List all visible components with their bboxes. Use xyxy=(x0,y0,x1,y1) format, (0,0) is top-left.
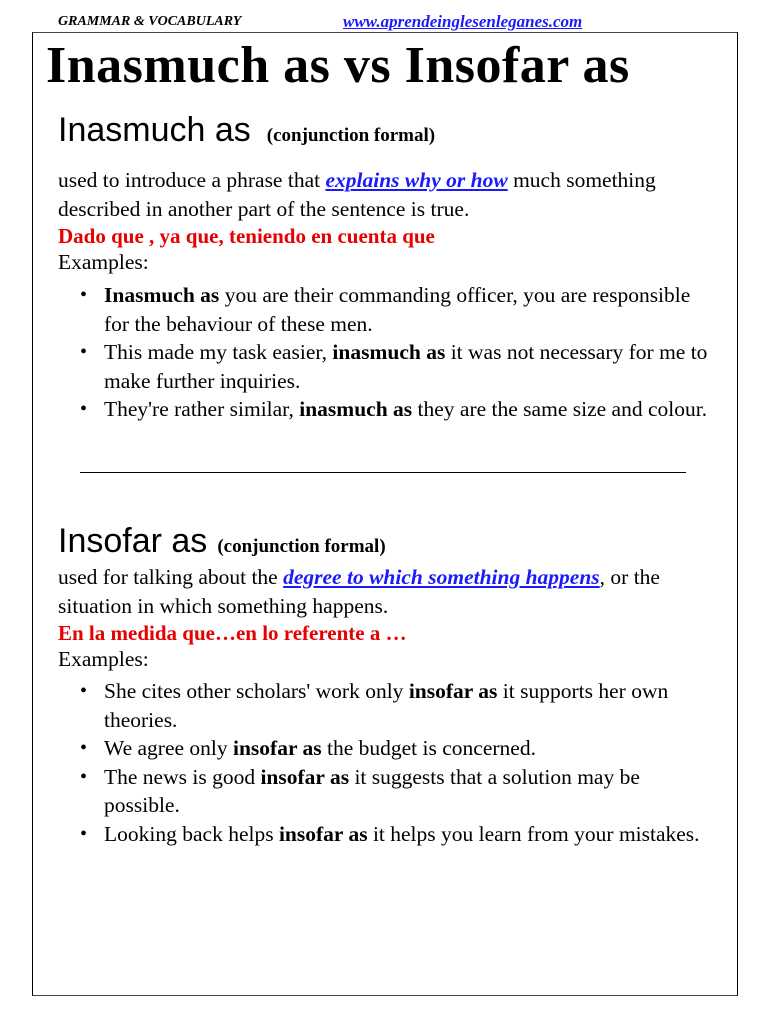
bullet-icon: • xyxy=(80,398,88,420)
bullet-icon: • xyxy=(80,284,88,306)
bullet-icon: • xyxy=(80,737,88,759)
example-text: The news is good xyxy=(104,764,261,789)
definition-link[interactable]: explains why or how xyxy=(325,168,508,192)
definition-insofar xyxy=(58,563,698,620)
section-term: Insofar as xyxy=(58,522,208,560)
spanish-translation: Dado que , ya que, teniendo en cuenta que xyxy=(58,224,435,248)
definition-text: , or the situation in which something happens. xyxy=(58,565,660,618)
example-keyword: insofar as xyxy=(278,821,368,846)
bullet-icon: • xyxy=(80,822,88,845)
section-term: Inasmuch as xyxy=(58,111,251,149)
list-item xyxy=(78,281,718,338)
example-keyword: inasmuch as xyxy=(299,397,413,421)
example-keyword: insofar as xyxy=(260,764,350,789)
examples-label: Examples: xyxy=(58,647,149,671)
page-header xyxy=(58,12,658,34)
list-item xyxy=(78,395,718,424)
part-of-speech: (conjunction formal) xyxy=(266,125,436,146)
example-text: they are the same size and colour. xyxy=(412,397,708,421)
header-label: GRAMMAR & VOCABULARY xyxy=(58,14,242,29)
page-title: Inasmuch as vs Insofar as xyxy=(46,37,630,94)
list-item xyxy=(78,734,718,763)
definition-inasmuch xyxy=(58,166,698,223)
list-item xyxy=(78,820,718,849)
bullet-icon: • xyxy=(80,341,88,363)
list-item xyxy=(78,338,718,395)
section-heading-inasmuch xyxy=(58,111,435,150)
examples-label: Examples: xyxy=(58,250,149,274)
example-keyword: inasmuch as xyxy=(332,340,446,364)
list-item xyxy=(78,763,718,820)
section-divider xyxy=(80,472,686,473)
list-item xyxy=(78,677,718,734)
definition-text: much something described in another part of the sentence is true. xyxy=(58,168,656,221)
examples-list xyxy=(78,677,718,848)
part-of-speech: (conjunction formal) xyxy=(217,536,386,557)
examples-list xyxy=(78,281,718,424)
example-text: it was not necessary for me to make further inquiries. xyxy=(104,340,708,393)
example-text: you are their commanding officer, you are responsible for the behaviour of these men. xyxy=(104,283,691,336)
example-text: We agree only xyxy=(104,736,233,760)
example-text: it helps you learn from your mistakes. xyxy=(367,821,700,846)
example-keyword: insofar as xyxy=(233,736,322,760)
example-text: This made my task easier, xyxy=(104,340,333,364)
example-keyword: insofar as xyxy=(408,679,498,703)
definition-text: used for talking about the xyxy=(58,565,284,589)
website-link[interactable]: www.aprendeinglesenleganes.com xyxy=(343,12,583,31)
example-keyword: Inasmuch as xyxy=(104,283,220,307)
definition-text: used to introduce a phrase that xyxy=(58,168,326,192)
example-text: Looking back helps xyxy=(104,821,279,846)
example-text: it suggests that a solution may be possible. xyxy=(104,764,640,817)
example-text: the budget is concerned. xyxy=(321,736,536,760)
example-text: She cites other scholars' work only xyxy=(104,679,409,703)
section-heading-insofar xyxy=(58,522,386,561)
definition-link[interactable]: degree to which something happens xyxy=(283,565,600,589)
bullet-icon: • xyxy=(80,765,88,788)
bullet-icon: • xyxy=(80,680,88,702)
spanish-translation: En la medida que…en lo referente a … xyxy=(58,621,407,645)
example-text: it supports her own theories. xyxy=(104,679,669,732)
example-text: They're rather similar, xyxy=(104,397,300,421)
